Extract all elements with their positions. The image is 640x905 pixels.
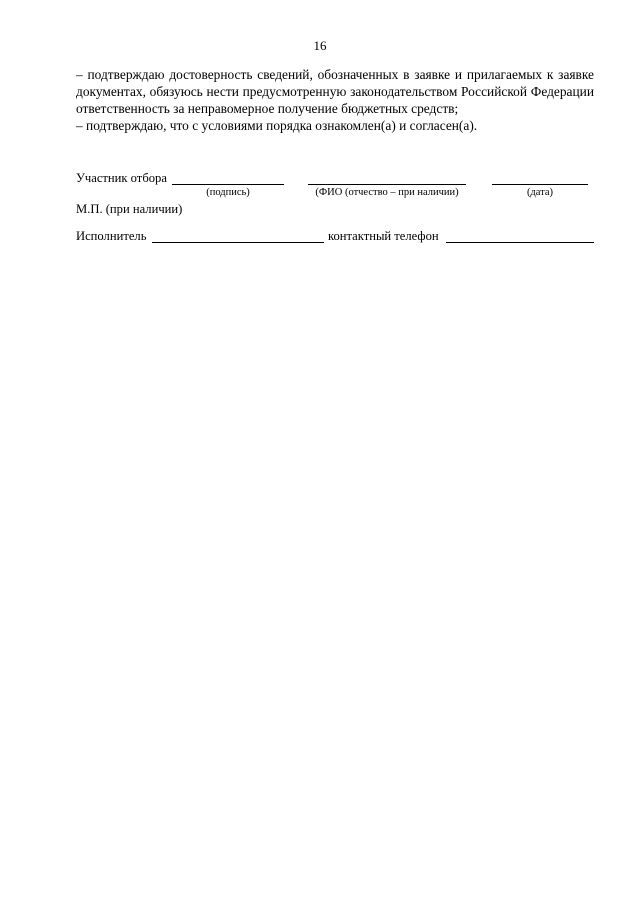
participant-signature-row <box>76 171 594 198</box>
paragraph-confirm-agreement: – подтверждаю, что с условиями порядка ознакомлен(а) и согласен(а). <box>76 118 478 133</box>
stamp-label: М.П. (при наличии) <box>76 202 183 216</box>
date-line <box>492 171 588 185</box>
phone-line <box>446 229 594 243</box>
executor-line <box>152 229 324 243</box>
caption-name: (ФИО (отчество – при наличии) <box>315 187 459 198</box>
signature-block <box>76 171 594 216</box>
caption-date: (дата) <box>526 187 554 198</box>
name-line <box>308 171 466 185</box>
participant-label: Участник отбора <box>76 171 167 185</box>
signature-line <box>172 171 284 185</box>
executor-row <box>76 229 594 245</box>
page-number: 16 <box>313 38 327 53</box>
caption-signature: (подпись) <box>206 187 250 198</box>
phone-label: контактный телефон <box>328 229 439 243</box>
paragraph-confirm-accuracy: – подтверждаю достоверность сведений, обозначенных в заявке и прилагаемых к заявке документах, обязуюсь нести предусмотренную законодательством Российской Федерации ответственность за неправомерное получение бюджетных средств; <box>76 67 594 116</box>
declaration-text <box>76 66 594 134</box>
executor-label: Исполнитель <box>76 229 147 243</box>
